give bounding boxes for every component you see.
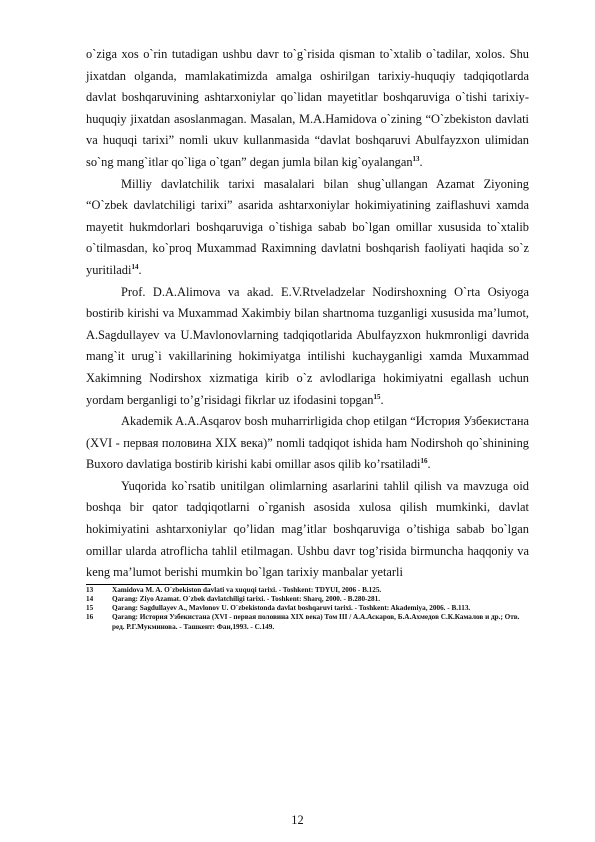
footnote-separator: [86, 584, 211, 585]
paragraph: [86, 174, 529, 282]
footnote: [86, 604, 529, 613]
footnote-reference: 14: [131, 262, 139, 271]
paragraph-text: Prof. D.A.Alimova va akad. E.V.Rtveladzelar Nodirshoxning O`rta Osiyoga bostirib kirishi va Muxammad Xakimbiy bilan shartnoma tuzganligi xususida ma’lumot, A.Sagdullayev va U.Mavlonovlarning tadqiqotlarida Abulfayzxon hukmronligi davrida mang`it urug`i vakillarining hokimiyatga intilishi kuchayganligi xamda Muxammad Xakimning Nodirshox xizmatiga kirib o`z avlodlariga hokimiyatni egallash uchun yordam berganligi to’g’risidagi fikrlar uz ifodasini topgan: [86, 284, 529, 407]
paragraph-text: Milliy davlatchilik tarixi masalalari bilan shug`ullangan Azamat Ziyoning “O`zbek davlatchiligi tarixi” asarida ashtarxoniylar hokimiyatining zaiflashuvi xamda mayetit hukmdorlari boshqaruviga o`tishiga sabab bo`lgan omillar xususida to`xtalib o`tilmasdan, ko`proq Muxammad Raximning davlatni boshqarish faoliyati haqida so`z yuritiladi: [86, 176, 529, 277]
paragraph-text: Yuqorida ko`rsatib unitilgan olimlarning asarlarini tahlil qilish va mavzuga oid boshqa bir qator tadqiqotlarni o`rganish asosida xulosa qilish mumkinki, davlat hokimiyatini ashtarxoniylar qo’lidan mag’itlar boshqaruviga o’tishiga sabab bo`lgan omillar ularda atroflicha tahlil etilmagan. Ushbu davr tog’risida birmuncha haqqoniy va keng ma’lumot berishi mumkin bo`lgan tarixiy manbalar yetarli: [86, 478, 529, 580]
footnote-reference: 16: [420, 457, 428, 466]
document-page: [86, 44, 529, 632]
paragraph: [86, 476, 529, 584]
paragraph-text: Akademik A.A.Asqarov bosh muharrirligida chop etilgan “История Узбекистана (XVI - первая половина XIX века)” nomli tadqiqot ishida ham Nodirshoh qo`shinining Buxoro davlatiga bostirib kirishi kabi omillar asos qilib ko’rsatiladi: [86, 414, 529, 472]
paragraph-end-punctuation: .: [419, 154, 423, 169]
footnote-reference: 13: [412, 154, 420, 163]
paragraph: [86, 282, 529, 412]
footnotes: [86, 586, 529, 632]
footnote-text: Qarang: История Узбекистана (XVI - первая половина XIX века) Том III / А.А.Аскаров, Б.А.Ахмедов С.К.Камалов и др.; Отв. ред. Р.Г.Мукминова. - Ташкент: Фан,1993. - С.149.: [112, 613, 520, 631]
footnote-text: Qarang: Ziyo Azamat. O`zbek davlatchiligi tarixi. - Toshkent: Sharq, 2000. - B.280-281.: [112, 595, 381, 604]
footnote: [86, 586, 529, 595]
footnote-number: 16: [86, 613, 94, 622]
footnote: [86, 613, 529, 631]
paragraph-end-punctuation: .: [427, 457, 431, 472]
footnote-reference: 15: [373, 392, 381, 401]
footnote-text: Qarang: Sagdullayev A., Mavlonov U. O`zbekistonda davlat boshqaruvi tarixi. - Toshkent: Akademiya, 2006. - B.113.: [112, 604, 471, 613]
footnote-number: 14: [86, 595, 94, 604]
footnote-text: Xamidova M. A. O`zbekiston davlati va xuquqi tarixi. - Toshkent: TDYUI, 2006 - B.125.: [112, 585, 382, 594]
paragraph: [86, 411, 529, 476]
footnote-number: 13: [86, 585, 94, 594]
body-text: [86, 44, 529, 584]
footnote-number: 15: [86, 604, 94, 613]
paragraph-text: o`ziga xos o`rin tutadigan ushbu davr to`g`risida qisman to`xtalib o`tadilar, xolos. Shu jixatdan olganda, mamlakatimizda amalga oshirilgan tarixiy-huquqiy tadqiqotlarda davlat boshqaruvining ashtarxoniylar qo`lidan mayetitlar boshqaruviga o`tishi tarixiy-huquqiy jixatdan asoslanmagan. Masalan, M.A.Hamidova o`zining “O`zbekiston davlati va huquqi tarixi” nomli ukuv kullanmasida “davlat boshqaruvi Abulfayzxon ulimidan so`ng mang`itlar qo`liga o`tgan” degan jumla bilan kig`oyalangan: [86, 47, 529, 169]
paragraph-end-punctuation: .: [380, 392, 384, 407]
page-number: 12: [291, 813, 304, 827]
paragraph: [86, 44, 529, 174]
footnote: [86, 595, 529, 604]
paragraph-end-punctuation: .: [138, 262, 142, 277]
